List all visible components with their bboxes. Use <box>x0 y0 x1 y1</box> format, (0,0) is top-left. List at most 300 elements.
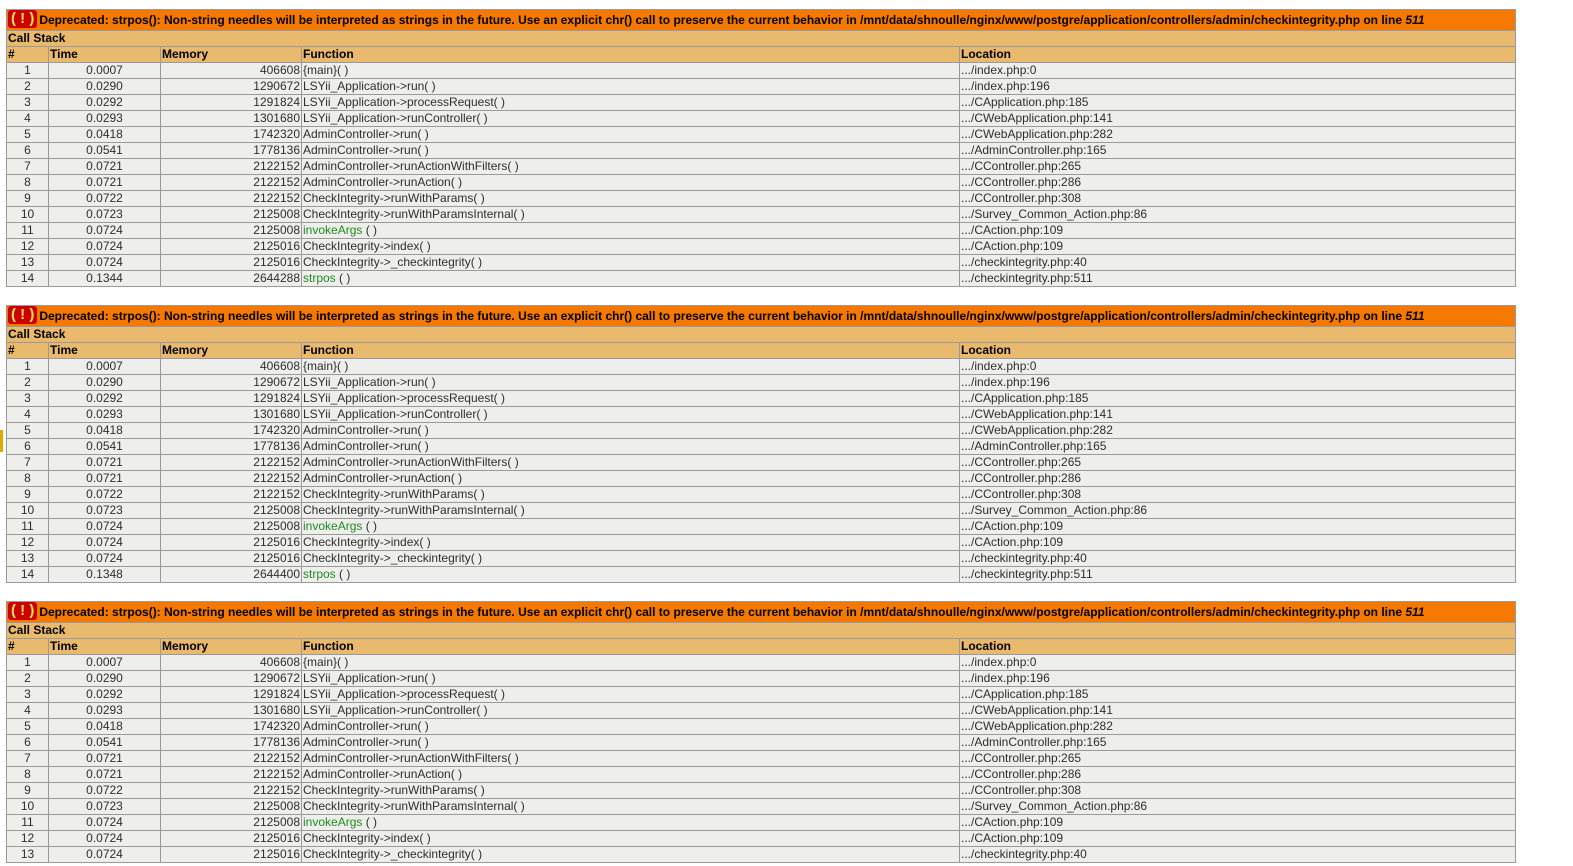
stack-frame-row <box>7 815 1516 831</box>
location-line: :308 <box>1057 191 1082 205</box>
frame-location <box>960 519 1516 535</box>
frame-location <box>960 175 1516 191</box>
frame-function <box>302 503 960 519</box>
frame-memory: 2644288 <box>161 271 302 287</box>
frame-location <box>960 671 1516 687</box>
frame-function <box>302 127 960 143</box>
location-line: :141 <box>1089 703 1113 717</box>
stack-frame-row <box>7 207 1516 223</box>
location-file: .../index.php <box>961 79 1027 93</box>
internal-function-link[interactable]: strpos <box>303 271 336 285</box>
location-line: :165 <box>1083 439 1107 453</box>
frame-number: 8 <box>7 767 49 783</box>
stack-frame-row <box>7 831 1516 847</box>
frame-function <box>302 815 960 831</box>
call-stack-label: Call Stack <box>7 31 1516 47</box>
frame-function <box>302 455 960 471</box>
frame-number: 6 <box>7 143 49 159</box>
error-message <box>7 10 1516 31</box>
frame-number: 1 <box>7 63 49 79</box>
function-name: CheckIntegrity->runWithParams( ) <box>303 783 485 797</box>
frame-location <box>960 535 1516 551</box>
location-file: .../CController.php <box>961 767 1058 781</box>
function-name: AdminController->run( ) <box>303 719 429 733</box>
frame-function <box>302 535 960 551</box>
frame-function <box>302 391 960 407</box>
frame-location <box>960 159 1516 175</box>
frame-number: 5 <box>7 423 49 439</box>
stack-frame-row <box>7 503 1516 519</box>
frame-memory: 1778136 <box>161 439 302 455</box>
location-line: :0 <box>1026 655 1037 669</box>
frame-number: 10 <box>7 503 49 519</box>
function-name: CheckIntegrity->_checkintegrity( ) <box>303 551 483 565</box>
frame-location <box>960 391 1516 407</box>
frame-memory: 1291824 <box>161 391 302 407</box>
frame-time: 0.0721 <box>49 751 161 767</box>
function-name: LSYii_Application->run( ) <box>303 79 436 93</box>
frame-function <box>302 471 960 487</box>
error-line-number: 511 <box>1405 13 1425 27</box>
frame-memory: 2125008 <box>161 503 302 519</box>
frame-time: 0.0722 <box>49 487 161 503</box>
location-file: .../CWebApplication.php <box>961 111 1090 125</box>
column-header: Function <box>302 639 960 655</box>
location-line: :86 <box>1130 503 1148 517</box>
location-file: .../index.php <box>961 63 1027 77</box>
location-line: :40 <box>1070 551 1087 565</box>
column-header: Location <box>960 639 1516 655</box>
frame-time: 0.0293 <box>49 703 161 719</box>
frame-number: 2 <box>7 79 49 95</box>
frame-time: 0.0290 <box>49 375 161 391</box>
call-stack-label: Call Stack <box>7 623 1516 639</box>
frame-number: 11 <box>7 815 49 831</box>
location-file: .../checkintegrity.php <box>961 567 1071 581</box>
frame-number: 12 <box>7 831 49 847</box>
frame-number: 5 <box>7 127 49 143</box>
frame-time: 0.0724 <box>49 223 161 239</box>
frame-location <box>960 719 1516 735</box>
frame-memory: 1301680 <box>161 111 302 127</box>
function-name: {main}( ) <box>303 359 349 373</box>
internal-function-link[interactable]: invokeArgs <box>303 519 363 533</box>
frame-number: 12 <box>7 239 49 255</box>
location-line: :265 <box>1057 751 1082 765</box>
stack-frame-row <box>7 439 1516 455</box>
stack-frame-row <box>7 471 1516 487</box>
frame-time: 0.0721 <box>49 175 161 191</box>
frame-time: 0.0722 <box>49 191 161 207</box>
frame-function <box>302 207 960 223</box>
location-line: :109 <box>1039 239 1064 253</box>
function-name: LSYii_Application->runController( ) <box>303 407 488 421</box>
location-line: :185 <box>1065 391 1089 405</box>
function-name: AdminController->run( ) <box>303 439 429 453</box>
frame-function <box>302 439 960 455</box>
location-file: .../index.php <box>961 671 1027 685</box>
frame-location <box>960 751 1516 767</box>
location-file: .../CController.php <box>961 455 1058 469</box>
location-line: :185 <box>1065 95 1089 109</box>
frame-number: 10 <box>7 799 49 815</box>
frame-time: 0.0724 <box>49 847 161 863</box>
side-edge-tab[interactable] <box>0 430 3 452</box>
frame-function <box>302 487 960 503</box>
frame-memory: 2125008 <box>161 223 302 239</box>
error-message-text: Deprecated: strpos(): Non-string needles will be interpreted as strings in the future. Use an explicit chr() call to preserve the current behavior in /mnt/data/shnoulle/nginx/www/postgre/application/controllers/admin/checkintegrity.php on line <box>39 309 1403 323</box>
column-header: Function <box>302 47 960 63</box>
column-header: Location <box>960 47 1516 63</box>
frame-function <box>302 799 960 815</box>
frame-memory: 1742320 <box>161 423 302 439</box>
function-name: LSYii_Application->processRequest( ) <box>303 687 505 701</box>
frame-time: 0.0418 <box>49 719 161 735</box>
frame-location <box>960 255 1516 271</box>
column-header: Time <box>49 47 161 63</box>
error-message-text: Deprecated: strpos(): Non-string needles will be interpreted as strings in the future. Use an explicit chr() call to preserve the current behavior in /mnt/data/shnoulle/nginx/www/postgre/application/controllers/admin/checkintegrity.php on line <box>39 13 1403 27</box>
frame-function <box>302 567 960 583</box>
error-message-row <box>7 306 1516 327</box>
frame-time: 0.0007 <box>49 655 161 671</box>
location-line: :109 <box>1039 831 1064 845</box>
frame-memory: 2122152 <box>161 175 302 191</box>
frame-location <box>960 735 1516 751</box>
frame-memory: 2122152 <box>161 471 302 487</box>
frame-time: 0.0724 <box>49 255 161 271</box>
frame-memory: 406608 <box>161 655 302 671</box>
column-header: Memory <box>161 47 302 63</box>
column-header: Time <box>49 343 161 359</box>
function-name: AdminController->runAction( ) <box>303 767 463 781</box>
function-name: AdminController->run( ) <box>303 127 429 141</box>
frame-memory: 406608 <box>161 63 302 79</box>
stack-frame-row <box>7 767 1516 783</box>
frame-memory: 2644400 <box>161 567 302 583</box>
internal-function-link[interactable]: invokeArgs <box>303 223 363 237</box>
stack-frame-row <box>7 127 1516 143</box>
frame-location <box>960 375 1516 391</box>
error-message <box>7 306 1516 327</box>
function-name: LSYii_Application->processRequest( ) <box>303 391 505 405</box>
location-file: .../index.php <box>961 375 1027 389</box>
function-name: LSYii_Application->processRequest( ) <box>303 95 505 109</box>
function-name: LSYii_Application->run( ) <box>303 671 436 685</box>
function-parens: ( ) <box>335 271 351 285</box>
stack-frame-row <box>7 551 1516 567</box>
location-file: .../Survey_Common_Action.php <box>961 503 1131 517</box>
frame-location <box>960 551 1516 567</box>
location-file: .../CController.php <box>961 191 1058 205</box>
stack-frame-row <box>7 487 1516 503</box>
frame-number: 1 <box>7 655 49 671</box>
stack-frame-row <box>7 359 1516 375</box>
location-line: :165 <box>1083 143 1107 157</box>
frame-function <box>302 95 960 111</box>
frame-function <box>302 551 960 567</box>
stack-frame-row <box>7 783 1516 799</box>
stack-frame-row <box>7 847 1516 863</box>
frame-memory: 2125016 <box>161 847 302 863</box>
location-file: .../CWebApplication.php <box>961 423 1090 437</box>
frame-location <box>960 767 1516 783</box>
frame-function <box>302 191 960 207</box>
location-line: :282 <box>1089 719 1113 733</box>
frame-location <box>960 703 1516 719</box>
location-file: .../CAction.php <box>961 831 1040 845</box>
frame-memory: 1290672 <box>161 671 302 687</box>
stack-frame-row <box>7 751 1516 767</box>
frame-memory: 1778136 <box>161 143 302 159</box>
frame-time: 0.0290 <box>49 671 161 687</box>
frame-location <box>960 455 1516 471</box>
location-line: :196 <box>1026 375 1050 389</box>
location-file: .../checkintegrity.php <box>961 847 1071 861</box>
stack-frame-row <box>7 655 1516 671</box>
column-header-row <box>7 47 1516 63</box>
frame-function <box>302 239 960 255</box>
location-file: .../CController.php <box>961 175 1058 189</box>
frame-location <box>960 79 1516 95</box>
location-file: .../Survey_Common_Action.php <box>961 207 1131 221</box>
column-header: Time <box>49 639 161 655</box>
frame-time: 0.0721 <box>49 767 161 783</box>
frame-location <box>960 207 1516 223</box>
location-line: :286 <box>1057 767 1082 781</box>
location-line: :40 <box>1070 255 1087 269</box>
frame-memory: 2122152 <box>161 191 302 207</box>
location-line: :185 <box>1065 687 1089 701</box>
frame-memory: 2125016 <box>161 831 302 847</box>
frame-location <box>960 847 1516 863</box>
error-message-row <box>7 602 1516 623</box>
frame-memory: 2122152 <box>161 783 302 799</box>
stack-frame-row <box>7 239 1516 255</box>
column-header: Memory <box>161 343 302 359</box>
function-parens: ( ) <box>362 815 378 829</box>
frame-time: 0.0721 <box>49 455 161 471</box>
location-line: :265 <box>1057 159 1082 173</box>
frame-time: 0.0418 <box>49 423 161 439</box>
frame-number: 9 <box>7 487 49 503</box>
location-file: .../AdminController.php <box>961 735 1084 749</box>
stack-frame-row <box>7 95 1516 111</box>
frame-memory: 1290672 <box>161 79 302 95</box>
stack-frame-row <box>7 407 1516 423</box>
error-message-row <box>7 10 1516 31</box>
frame-location <box>960 815 1516 831</box>
frame-location <box>960 799 1516 815</box>
function-name: AdminController->runActionWithFilters( ) <box>303 455 519 469</box>
frame-time: 0.0721 <box>49 159 161 175</box>
frame-function <box>302 847 960 863</box>
location-line: :141 <box>1089 111 1113 125</box>
stack-frame-row <box>7 63 1516 79</box>
location-file: .../CApplication.php <box>961 687 1066 701</box>
frame-location <box>960 271 1516 287</box>
stack-frame-row <box>7 719 1516 735</box>
function-name: AdminController->runActionWithFilters( ) <box>303 751 519 765</box>
frame-number: 3 <box>7 391 49 407</box>
warning-icon: ( ! ) <box>8 306 37 324</box>
frame-time: 0.0724 <box>49 551 161 567</box>
frame-location <box>960 223 1516 239</box>
frame-function <box>302 703 960 719</box>
frame-number: 6 <box>7 439 49 455</box>
location-line: :0 <box>1026 359 1037 373</box>
error-message <box>7 602 1516 623</box>
location-file: .../CWebApplication.php <box>961 127 1090 141</box>
frame-number: 11 <box>7 223 49 239</box>
frame-function <box>302 255 960 271</box>
error-message-text: Deprecated: strpos(): Non-string needles will be interpreted as strings in the future. Use an explicit chr() call to preserve the current behavior in /mnt/data/shnoulle/nginx/www/postgre/application/controllers/admin/checkintegrity.php on line <box>39 605 1403 619</box>
frame-time: 0.0541 <box>49 143 161 159</box>
function-name: {main}( ) <box>303 63 349 77</box>
stack-frame-row <box>7 159 1516 175</box>
column-header: # <box>7 47 49 63</box>
stack-frame-row <box>7 799 1516 815</box>
frame-number: 9 <box>7 191 49 207</box>
location-line: :286 <box>1057 471 1082 485</box>
function-parens: ( ) <box>362 519 378 533</box>
location-file: .../AdminController.php <box>961 143 1084 157</box>
location-line: :196 <box>1026 671 1050 685</box>
frame-memory: 1301680 <box>161 703 302 719</box>
internal-function-link[interactable]: strpos <box>303 567 336 581</box>
frame-location <box>960 111 1516 127</box>
location-file: .../CAction.php <box>961 519 1040 533</box>
frame-function <box>302 223 960 239</box>
frame-location <box>960 487 1516 503</box>
frame-memory: 1742320 <box>161 719 302 735</box>
frame-location <box>960 471 1516 487</box>
frame-function <box>302 767 960 783</box>
function-name: CheckIntegrity->runWithParamsInternal( ) <box>303 503 525 517</box>
frame-number: 14 <box>7 567 49 583</box>
frame-number: 12 <box>7 535 49 551</box>
function-name: CheckIntegrity->runWithParams( ) <box>303 191 485 205</box>
frame-time: 0.0724 <box>49 519 161 535</box>
frame-time: 0.0541 <box>49 439 161 455</box>
location-line: :109 <box>1039 815 1064 829</box>
function-name: LSYii_Application->runController( ) <box>303 111 488 125</box>
location-line: :109 <box>1039 535 1064 549</box>
frame-time: 0.0292 <box>49 391 161 407</box>
frame-location <box>960 567 1516 583</box>
location-file: .../CWebApplication.php <box>961 407 1090 421</box>
frame-location <box>960 831 1516 847</box>
frame-number: 4 <box>7 111 49 127</box>
frame-function <box>302 751 960 767</box>
frame-time: 0.1344 <box>49 271 161 287</box>
frame-function <box>302 831 960 847</box>
column-header-row <box>7 343 1516 359</box>
location-line: :282 <box>1089 127 1113 141</box>
frame-number: 4 <box>7 407 49 423</box>
frame-number: 11 <box>7 519 49 535</box>
function-name: CheckIntegrity->index( ) <box>303 239 431 253</box>
frame-number: 8 <box>7 471 49 487</box>
frame-location <box>960 687 1516 703</box>
frame-location <box>960 439 1516 455</box>
function-name: CheckIntegrity->runWithParams( ) <box>303 487 485 501</box>
frame-time: 0.0723 <box>49 207 161 223</box>
frame-time: 0.0292 <box>49 95 161 111</box>
frame-function <box>302 143 960 159</box>
location-line: :265 <box>1057 455 1082 469</box>
frame-number: 2 <box>7 671 49 687</box>
frame-location <box>960 239 1516 255</box>
frame-function <box>302 687 960 703</box>
function-name: LSYii_Application->run( ) <box>303 375 436 389</box>
frame-number: 3 <box>7 95 49 111</box>
frame-memory: 1778136 <box>161 735 302 751</box>
frame-location <box>960 407 1516 423</box>
function-name: CheckIntegrity->_checkintegrity( ) <box>303 255 483 269</box>
frame-function <box>302 423 960 439</box>
frame-function <box>302 671 960 687</box>
location-file: .../CAction.php <box>961 239 1040 253</box>
column-header: # <box>7 343 49 359</box>
location-line: :286 <box>1057 175 1082 189</box>
location-file: .../AdminController.php <box>961 439 1084 453</box>
stack-frame-row <box>7 455 1516 471</box>
function-name: CheckIntegrity->_checkintegrity( ) <box>303 847 483 861</box>
frame-location <box>960 423 1516 439</box>
location-file: .../checkintegrity.php <box>961 271 1071 285</box>
location-line: :141 <box>1089 407 1113 421</box>
frame-location <box>960 63 1516 79</box>
frame-number: 14 <box>7 271 49 287</box>
location-line: :109 <box>1039 519 1064 533</box>
xdebug-error-table <box>6 9 1516 287</box>
frame-time: 0.0290 <box>49 79 161 95</box>
function-name: CheckIntegrity->runWithParamsInternal( ) <box>303 799 525 813</box>
frame-memory: 1290672 <box>161 375 302 391</box>
frame-function <box>302 655 960 671</box>
column-header-row <box>7 639 1516 655</box>
frame-number: 3 <box>7 687 49 703</box>
stack-frame-row <box>7 79 1516 95</box>
function-name: CheckIntegrity->index( ) <box>303 535 431 549</box>
frame-time: 0.0724 <box>49 239 161 255</box>
location-file: .../CController.php <box>961 471 1058 485</box>
stack-frame-row <box>7 519 1516 535</box>
location-file: .../CAction.php <box>961 815 1040 829</box>
location-file: .../CAction.php <box>961 223 1040 237</box>
internal-function-link[interactable]: invokeArgs <box>303 815 363 829</box>
stack-frame-row <box>7 175 1516 191</box>
location-line: :511 <box>1070 271 1093 285</box>
location-line: :196 <box>1026 79 1050 93</box>
frame-time: 0.1348 <box>49 567 161 583</box>
frame-location <box>960 191 1516 207</box>
column-header: Memory <box>161 639 302 655</box>
frame-time: 0.0724 <box>49 815 161 831</box>
location-line: :282 <box>1089 423 1113 437</box>
frame-number: 13 <box>7 847 49 863</box>
column-header: Location <box>960 343 1516 359</box>
frame-number: 5 <box>7 719 49 735</box>
frame-function <box>302 375 960 391</box>
frame-number: 7 <box>7 751 49 767</box>
frame-memory: 2125008 <box>161 815 302 831</box>
function-parens: ( ) <box>335 567 351 581</box>
stack-frame-row <box>7 735 1516 751</box>
location-line: :86 <box>1130 799 1148 813</box>
frame-location <box>960 783 1516 799</box>
stack-frame-row <box>7 191 1516 207</box>
